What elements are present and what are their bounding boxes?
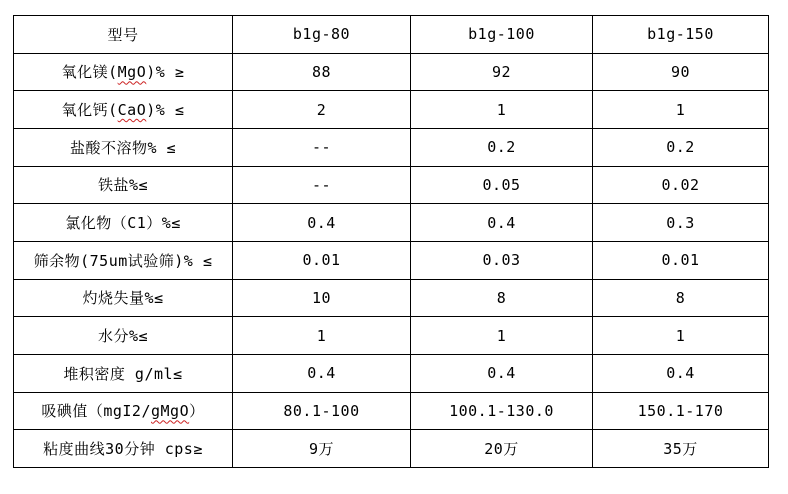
value-cell: 88 — [233, 53, 411, 91]
param-label-cell: 吸碘值（mgI2/gMgO） — [14, 392, 233, 430]
value-cell: 8 — [593, 279, 769, 317]
value-cell: 0.4 — [233, 354, 411, 392]
table-row — [14, 166, 769, 204]
value-cell: -- — [233, 166, 411, 204]
header-row — [14, 16, 769, 54]
value-cell: 0.01 — [593, 241, 769, 279]
value-cell: 0.2 — [411, 128, 593, 166]
table-row — [14, 241, 769, 279]
spellcheck-underline: gMgO — [151, 402, 190, 421]
spec-table-body — [14, 16, 769, 468]
param-label-cell: 盐酸不溶物% ≤ — [14, 128, 233, 166]
param-label-cell: 铁盐%≤ — [14, 166, 233, 204]
spellcheck-underline: MgO — [117, 63, 147, 82]
value-cell: -- — [233, 128, 411, 166]
param-label-cell: 灼烧失量%≤ — [14, 279, 233, 317]
value-cell: 0.02 — [593, 166, 769, 204]
param-header-cell: 型号 — [14, 16, 233, 54]
table-row — [14, 392, 769, 430]
model-cell: b1g-100 — [411, 16, 593, 54]
value-cell: 1 — [593, 91, 769, 129]
spellcheck-underline: CaO — [117, 101, 147, 120]
value-cell: 1 — [233, 317, 411, 355]
value-cell: 1 — [411, 91, 593, 129]
table-row — [14, 317, 769, 355]
model-cell: b1g-80 — [233, 16, 411, 54]
value-cell: 80.1-100 — [233, 392, 411, 430]
param-label-cell: 筛余物(75um试验筛)% ≤ — [14, 241, 233, 279]
param-label-cell: 粘度曲线30分钟 cps≥ — [14, 430, 233, 468]
value-cell: 0.4 — [411, 204, 593, 242]
value-cell: 2 — [233, 91, 411, 129]
table-row — [14, 128, 769, 166]
value-cell: 0.4 — [411, 354, 593, 392]
value-cell: 0.2 — [593, 128, 769, 166]
table-row — [14, 430, 769, 468]
value-cell: 150.1-170 — [593, 392, 769, 430]
value-cell: 0.3 — [593, 204, 769, 242]
value-cell: 100.1-130.0 — [411, 392, 593, 430]
value-cell: 90 — [593, 53, 769, 91]
param-label-cell: 堆积密度 g/ml≤ — [14, 354, 233, 392]
value-cell: 9万 — [233, 430, 411, 468]
value-cell: 1 — [593, 317, 769, 355]
value-cell: 0.05 — [411, 166, 593, 204]
value-cell: 92 — [411, 53, 593, 91]
value-cell: 0.4 — [593, 354, 769, 392]
value-cell: 20万 — [411, 430, 593, 468]
param-label-cell: 氧化钙(CaO)% ≤ — [14, 91, 233, 129]
table-row — [14, 354, 769, 392]
value-cell: 0.01 — [233, 241, 411, 279]
param-label-cell: 氧化镁(MgO)% ≥ — [14, 53, 233, 91]
value-cell: 8 — [411, 279, 593, 317]
table-row — [14, 279, 769, 317]
value-cell: 0.4 — [233, 204, 411, 242]
model-cell: b1g-150 — [593, 16, 769, 54]
param-label-cell: 氯化物（C1）%≤ — [14, 204, 233, 242]
value-cell: 35万 — [593, 430, 769, 468]
value-cell: 10 — [233, 279, 411, 317]
value-cell: 0.03 — [411, 241, 593, 279]
table-row — [14, 53, 769, 91]
value-cell: 1 — [411, 317, 593, 355]
param-label-cell: 水分%≤ — [14, 317, 233, 355]
spec-table — [13, 15, 769, 468]
table-row — [14, 91, 769, 129]
table-row — [14, 204, 769, 242]
